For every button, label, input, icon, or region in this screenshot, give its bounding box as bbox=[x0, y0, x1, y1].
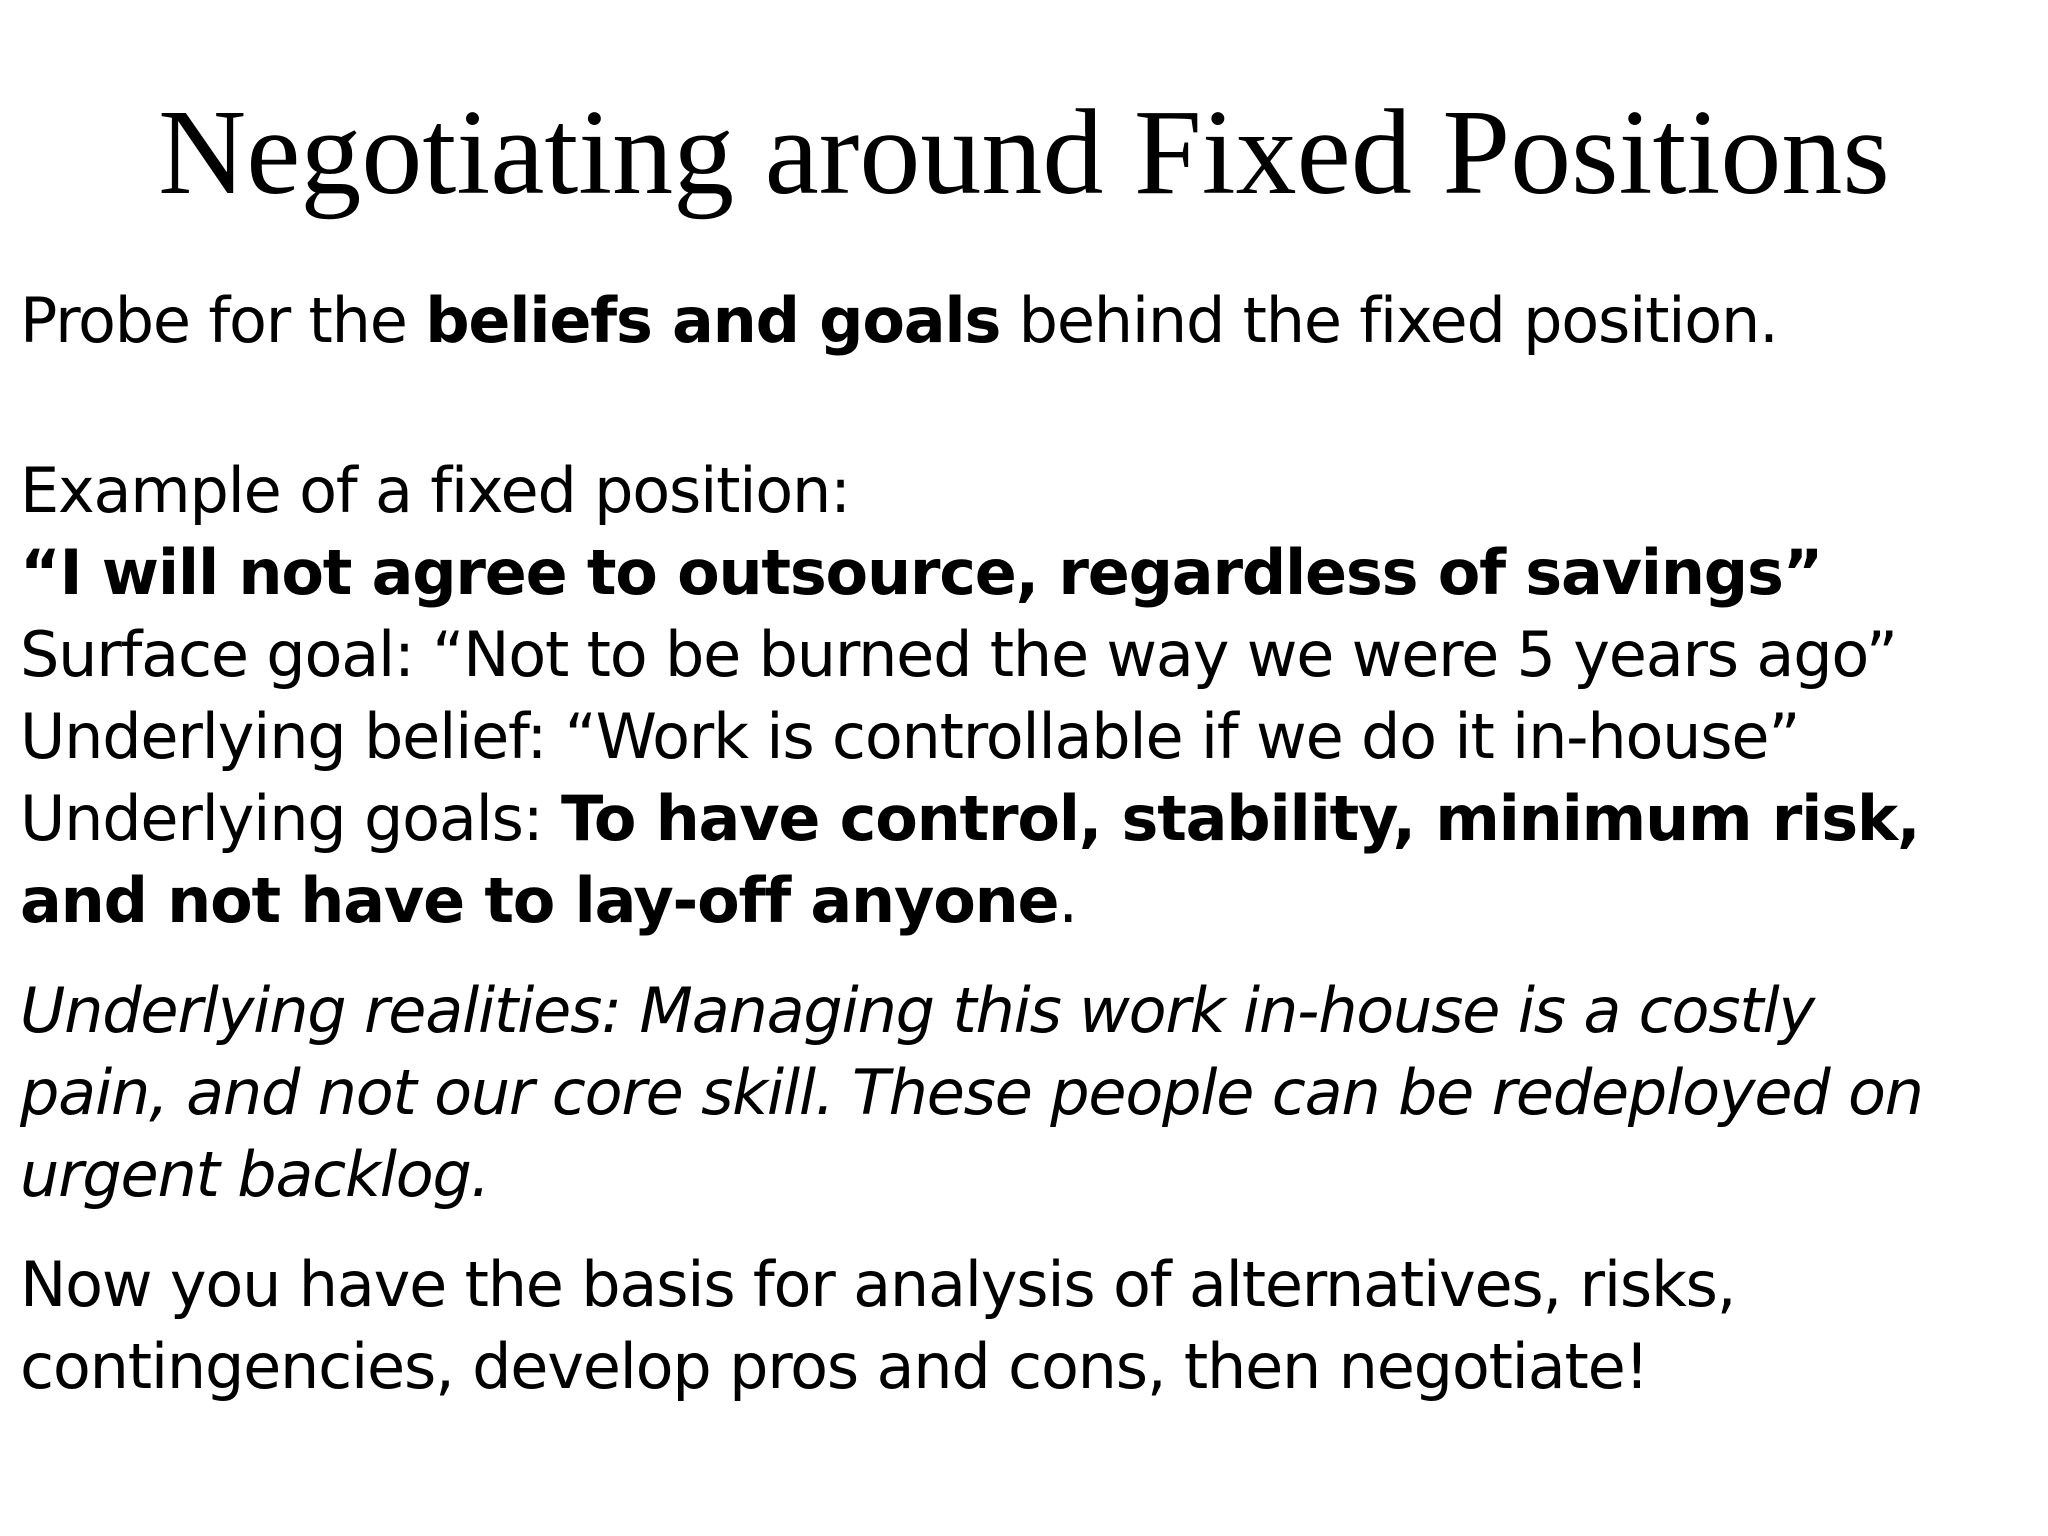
probe-bold: beliefs and goals bbox=[425, 284, 1001, 357]
underlying-belief: Underlying belief: “Work is controllable if we do it in-house” bbox=[20, 700, 1800, 773]
underlying-goals-period: . bbox=[1058, 864, 1077, 937]
spacer bbox=[20, 1216, 2030, 1244]
example-heading: Example of a fixed position: bbox=[20, 454, 850, 527]
realities-line3: urgent backlog. bbox=[20, 1138, 490, 1211]
surface-goal: Surface goal: “Not to be burned the way we were 5 years ago” bbox=[20, 618, 1897, 691]
spacer bbox=[20, 362, 2030, 450]
underlying-goals-prefix: Underlying goals: bbox=[20, 782, 561, 855]
slide-title: Negotiating around Fixed Positions bbox=[158, 85, 1890, 220]
spacer bbox=[20, 942, 2030, 970]
example-quote: “I will not agree to outsource, regardless of savings” bbox=[20, 536, 1823, 609]
underlying-goals-line2 bbox=[20, 860, 2030, 942]
slide-body bbox=[20, 280, 2030, 1408]
realities-line1: Underlying realities: Managing this work in-house is a costly bbox=[20, 974, 1814, 1047]
realities-line2: pain, and not our core skill. These people can be redeployed on bbox=[20, 1056, 1923, 1129]
conclusion-line1: Now you have the basis for analysis of alternatives, risks, bbox=[20, 1248, 1736, 1321]
underlying-goals-line1 bbox=[20, 778, 2030, 860]
underlying-goals-bold-1: To have control, stability, minimum risk, bbox=[560, 782, 1920, 855]
underlying-goals-bold-2: and not have to lay-off anyone bbox=[20, 864, 1059, 937]
probe-suffix: behind the fixed position. bbox=[1000, 284, 1778, 357]
probe-prefix: Probe for the bbox=[20, 284, 426, 357]
probe-line bbox=[20, 280, 2030, 362]
conclusion-line2: contingencies, develop pros and cons, then negotiate! bbox=[20, 1330, 1649, 1403]
